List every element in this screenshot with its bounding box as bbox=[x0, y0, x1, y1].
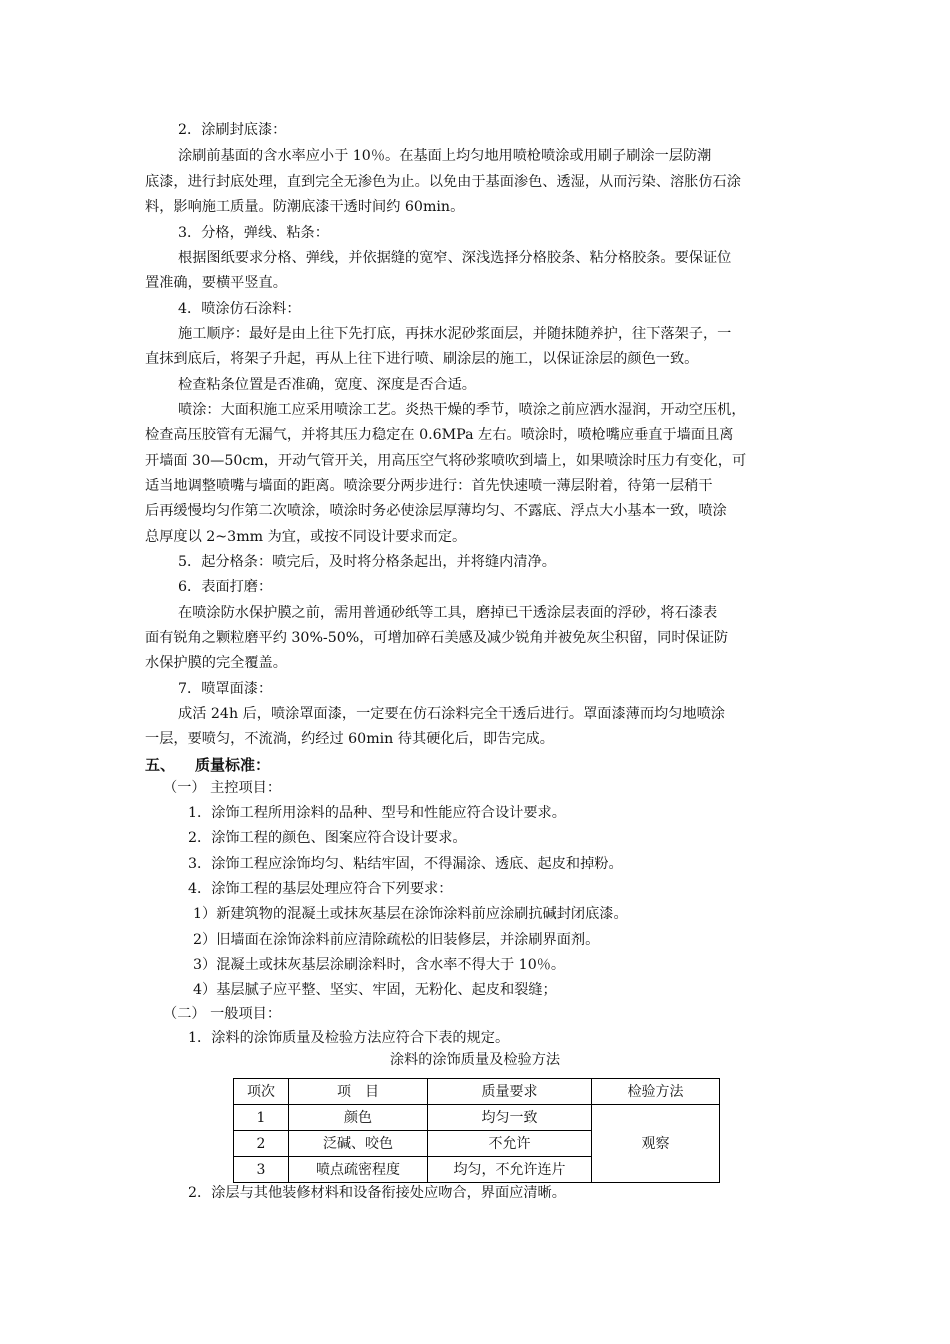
table-cell: 1 bbox=[234, 1105, 289, 1131]
sub-list-item: 4）基层腻子应平整、坚实、牢固，无粉化、起皮和裂缝； bbox=[193, 982, 557, 998]
paragraph-line: 料，影响施工质量。防潮底漆干透时间约 60min。 bbox=[145, 199, 465, 215]
subsection-title-general: （二） 一般项目： bbox=[163, 1006, 282, 1022]
list-item: 1．涂料的涂饰质量及检验方法应符合下表的规定。 bbox=[188, 1030, 510, 1046]
sub-list-item: 1）新建筑物的混凝土或抹灰基层在涂饰涂料前应涂刷抗碱封闭底漆。 bbox=[193, 906, 628, 922]
subsection-title-main: （一） 主控项目： bbox=[163, 780, 282, 796]
list-item: 2．涂饰工程的颜色、图案应符合设计要求。 bbox=[188, 830, 467, 846]
table-cell-method: 观察 bbox=[592, 1105, 720, 1183]
table-row bbox=[234, 1105, 720, 1131]
section-number: 五、 bbox=[145, 756, 176, 774]
sub-list-item: 2）旧墙面在涂饰涂料前应清除疏松的旧装修层，并涂刷界面剂。 bbox=[193, 932, 600, 948]
paragraph-line: 施工顺序：最好是由上往下先打底，再抹水泥砂浆面层，并随抹随养护，往下落架子，一 bbox=[178, 326, 732, 342]
list-item: 3．涂饰工程应涂饰均匀、粘结牢固，不得漏涂、透底、起皮和掉粉。 bbox=[188, 856, 623, 872]
paragraph-line: 一层，要喷匀，不流淌，约经过 60min 待其硬化后，即告完成。 bbox=[145, 731, 554, 747]
section-heading bbox=[145, 756, 270, 774]
paragraph-line: 后再缓慢均匀作第二次喷涂，喷涂时务必使涂层厚薄均匀、不露底、浮点大小基本一致，喷涂 bbox=[145, 503, 727, 519]
table-cell: 不允许 bbox=[428, 1131, 592, 1157]
paragraph-line: 总厚度以 2~3mm 为宜，或按不同设计要求而定。 bbox=[145, 529, 467, 545]
step-2-title: 2．涂刷封底漆： bbox=[178, 122, 287, 138]
step-7-title: 7．喷罩面漆： bbox=[178, 681, 273, 697]
sub-list-item: 3）混凝土或抹灰基层涂刷涂料时，含水率不得大于 10％。 bbox=[193, 957, 566, 973]
paragraph-line: 在喷涂防水保护膜之前，需用普通砂纸等工具，磨掉已干透涂层表面的浮砂，将石漆表 bbox=[178, 605, 718, 621]
paragraph-line: 涂刷前基面的含水率应小于 10％。在基面上均匀地用喷枪喷涂或用刷子刷涂一层防潮 bbox=[178, 148, 712, 164]
step-3-title: 3．分格，弹线、粘条： bbox=[178, 225, 329, 241]
paragraph-line: 直抹到底后，将架子升起，再从上往下进行喷、刷涂层的施工，以保证涂层的颜色一致。 bbox=[145, 351, 699, 367]
table-cell: 2 bbox=[234, 1131, 289, 1157]
table-cell: 均匀一致 bbox=[428, 1105, 592, 1131]
table-cell: 均匀，不允许连片 bbox=[428, 1157, 592, 1183]
table-cell: 喷点疏密程度 bbox=[289, 1157, 428, 1183]
paragraph-line: 成活 24h 后，喷涂罩面漆，一定要在仿石涂料完全干透后进行。罩面漆薄而均匀地喷涂 bbox=[178, 706, 725, 722]
list-item: 1．涂饰工程所用涂料的品种、型号和性能应符合设计要求。 bbox=[188, 805, 566, 821]
table-title: 涂料的涂饰质量及检验方法 bbox=[389, 1052, 561, 1068]
paragraph-line: 置准确，要横平竖直。 bbox=[145, 275, 287, 291]
table-header: 检验方法 bbox=[592, 1079, 720, 1105]
paragraph-line: 面有锐角之颗粒磨平约 30%-50%，可增加碎石美感及减少锐角并被免灰尘积留，同时保证防 bbox=[145, 630, 729, 646]
paragraph-line: 检查粘条位置是否准确，宽度、深度是否合适。 bbox=[178, 377, 476, 393]
paragraph-line: 检查高压胶管有无漏气，并将其压力稳定在 0.6MPa 左右。喷涂时，喷枪嘴应垂直于墙面且离 bbox=[145, 427, 734, 443]
table-header: 项 目 bbox=[289, 1079, 428, 1105]
table-cell: 3 bbox=[234, 1157, 289, 1183]
list-item: 4．涂饰工程的基层处理应符合下列要求： bbox=[188, 881, 453, 897]
paragraph-line: 适当地调整喷嘴与墙面的距离。喷涂要分两步进行：首先快速喷一薄层附着，待第一层稍干 bbox=[145, 478, 713, 494]
paragraph-line: 底漆，进行封底处理，直到完全无渗色为止。以免由于基面渗色、透湿，从而污染、溶胀仿石涂 bbox=[145, 174, 741, 190]
paragraph-line: 开墙面 30—50cm，开动气管开关，用高压空气将砂浆喷吹到墙上，如果喷涂时压力有变化，可 bbox=[145, 453, 747, 469]
quality-table bbox=[233, 1078, 720, 1183]
table-cell: 泛碱、咬色 bbox=[289, 1131, 428, 1157]
step-5-title: 5．起分格条：喷完后，及时将分格条起出，并将缝内清净。 bbox=[178, 554, 556, 570]
list-item: 2．涂层与其他装修材料和设备衔接处应吻合，界面应清晰。 bbox=[188, 1185, 566, 1201]
section-title: 质量标准： bbox=[195, 756, 271, 774]
table-cell: 颜色 bbox=[289, 1105, 428, 1131]
table-header: 项次 bbox=[234, 1079, 289, 1105]
step-4-title: 4．喷涂仿石涂料： bbox=[178, 301, 301, 317]
paragraph-line: 根据图纸要求分格、弹线，并依据缝的宽窄、深浅选择分格胶条、粘分格胶条。要保证位 bbox=[178, 250, 732, 266]
paragraph-line: 喷涂：大面积施工应采用喷涂工艺。炎热干燥的季节，喷涂之前应洒水湿润，开动空压机， bbox=[178, 402, 746, 418]
step-6-title: 6．表面打磨： bbox=[178, 579, 273, 595]
table-header: 质量要求 bbox=[428, 1079, 592, 1105]
paragraph-line: 水保护膜的完全覆盖。 bbox=[145, 655, 287, 671]
table-header-row bbox=[234, 1079, 720, 1105]
